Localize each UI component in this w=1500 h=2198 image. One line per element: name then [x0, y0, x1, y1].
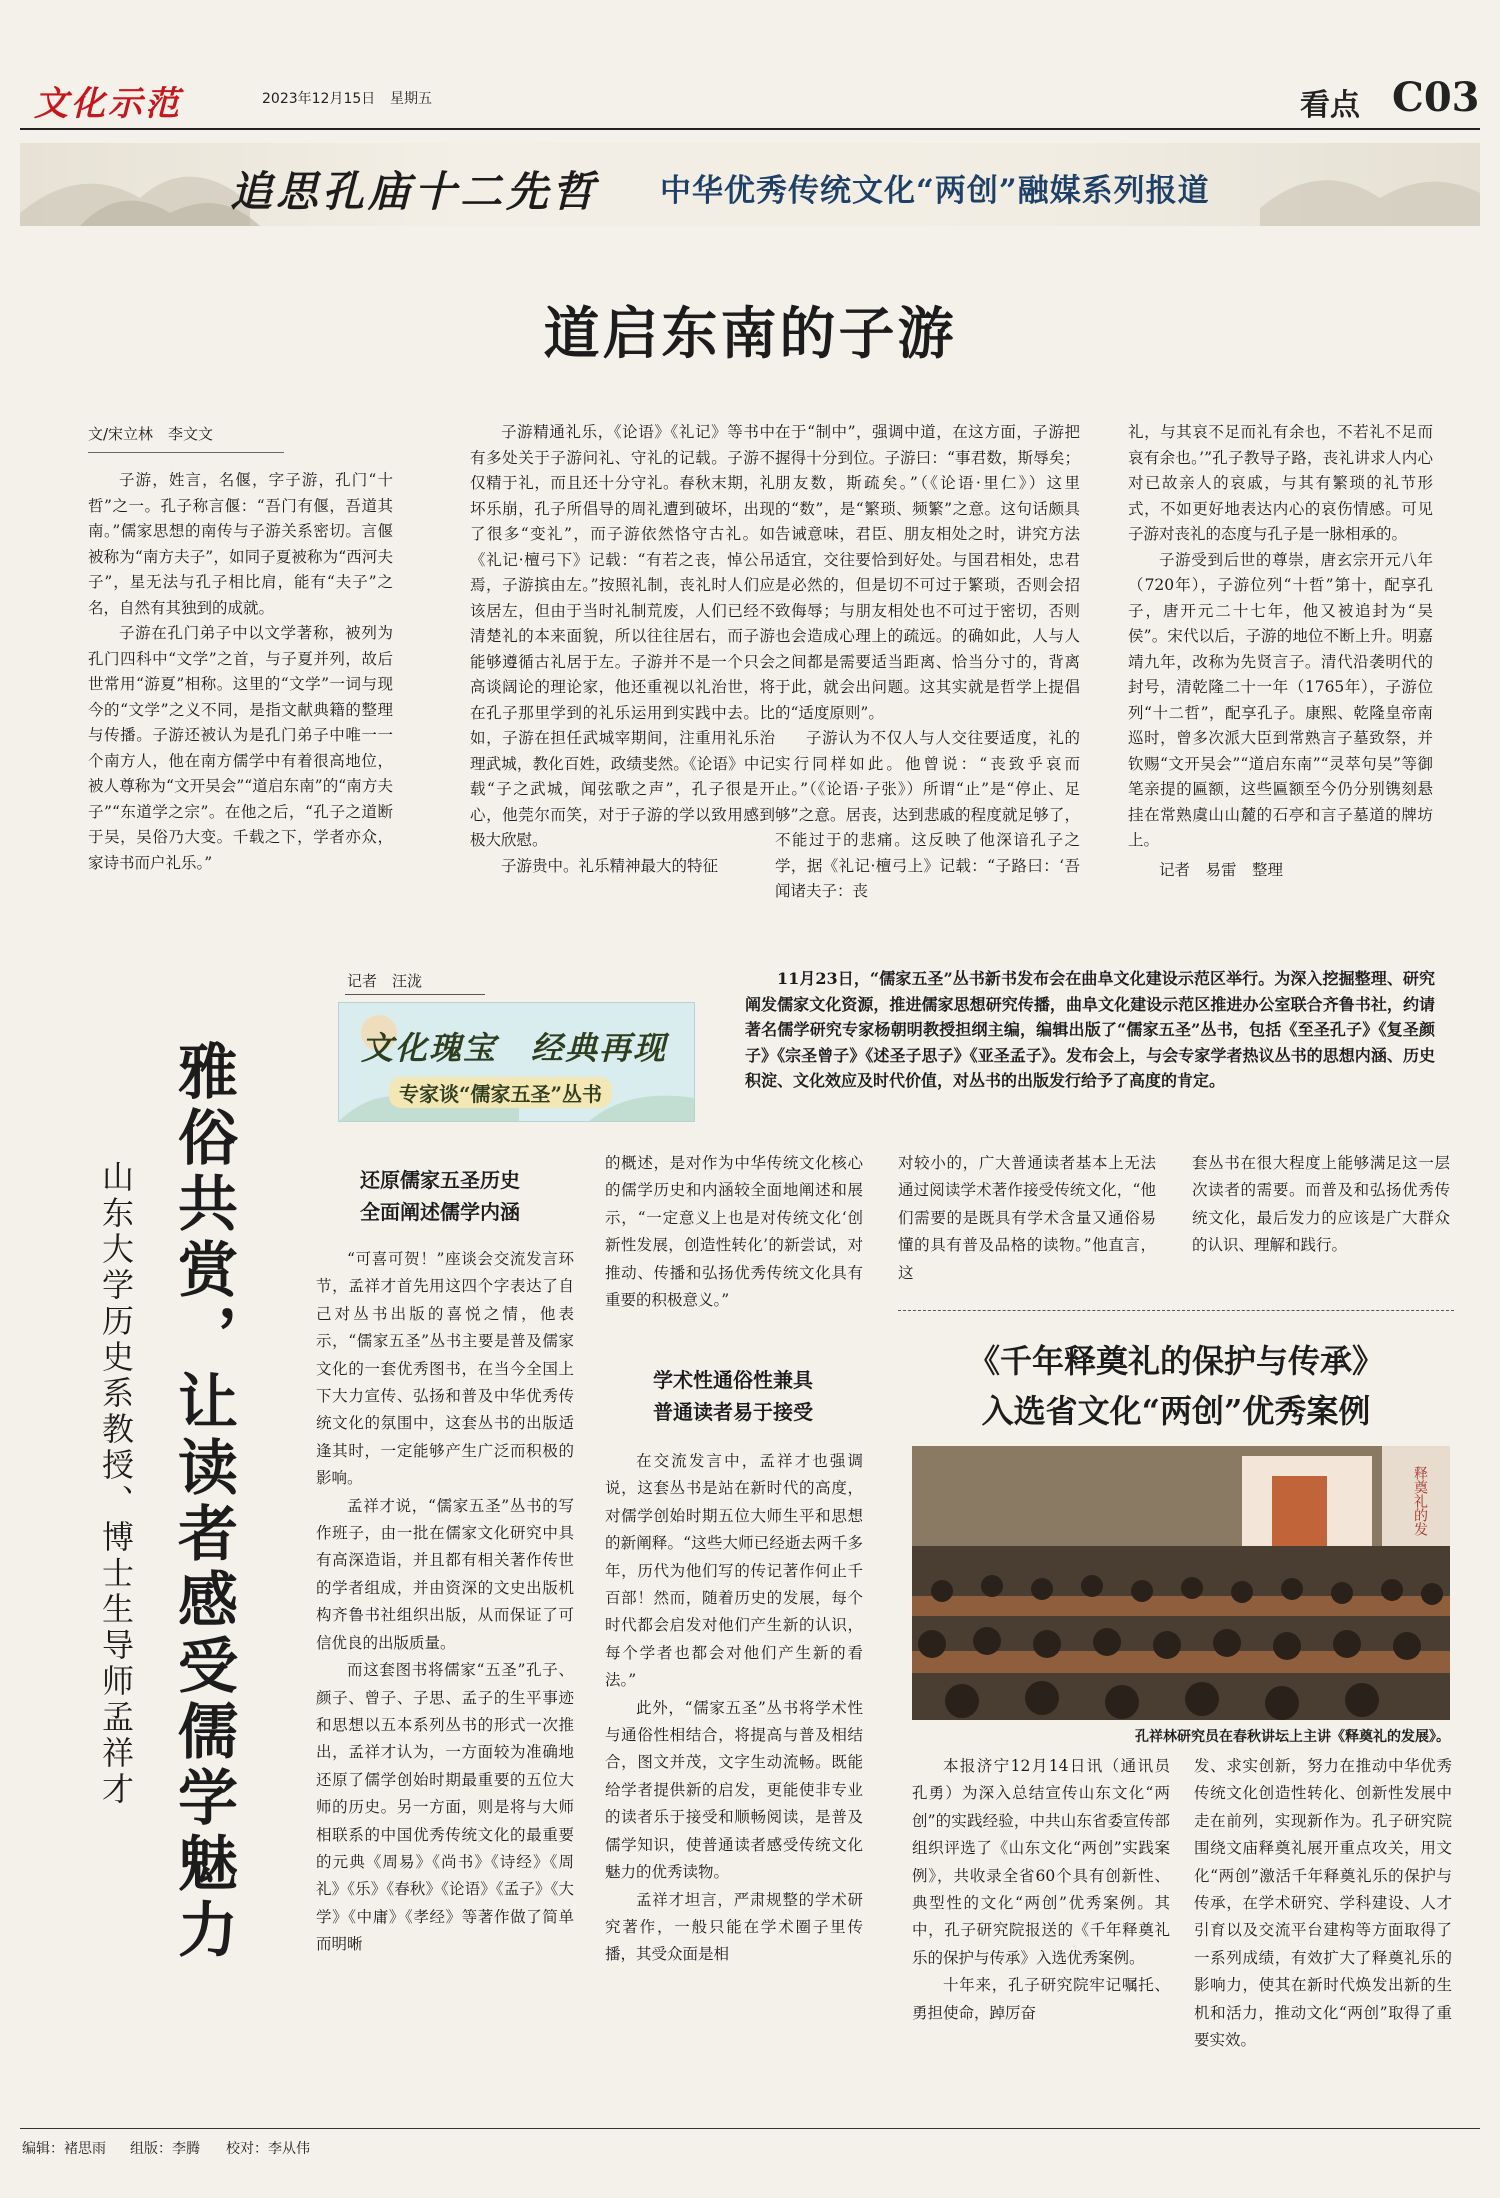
logo-title: 文化瑰宝 经典再现	[361, 1029, 668, 1067]
lecture-hall-image	[912, 1446, 1450, 1720]
article2-main-title: 雅俗共赏，让读者感受儒学魅力	[168, 1040, 238, 1964]
article2-subtitle: 山东大学历史系教授、博士生导师孟祥才	[97, 1160, 135, 1808]
article2-logo	[338, 1002, 695, 1122]
article1-byline: 文/宋立林 李文文	[88, 425, 214, 443]
screen-text: 释奠礼的发	[1412, 1466, 1428, 1536]
paragraph: 十年来，孔子研究院牢记嘱托、勇担使命，踔厉奋	[912, 1976, 1170, 2022]
section1-heading-line1: 还原儒家五圣历史	[360, 1168, 520, 1192]
editor-credit: 记者 易雷 整理	[1159, 860, 1284, 879]
reporter-underline	[345, 994, 485, 995]
article1-column-4	[1128, 420, 1433, 883]
logo-subtitle: 专家谈“儒家五圣”丛书	[389, 1077, 612, 1108]
paragraph: 对较小的，广大普通读者基本上无法通过阅读学术著作接受传统文化，“他们需要的是既具有学术含量又通俗易懂的具有普及品格的读物。”他直言，这	[898, 1154, 1156, 1282]
series-banner	[20, 143, 1480, 226]
paragraph: 而这套图书将儒家“五圣”孔子、颜子、曾子、子思、孟子的生平事迹和思想以五本系列丛书的形式一次推出，孟祥才认为，一方面较为准确地还原了儒学创始时期最重要的五位大师的历史。另一方面，则是将与大师相联系的中国优秀传统文化的最重要的元典《周易》《尚书》《诗经》《周礼》《乐》《春秋》《论语》《孟子》《大学》《中庸》《孝经》等著作做了简单而明晰	[316, 1661, 574, 1954]
article3-photo	[912, 1446, 1450, 1720]
article3-column-2	[1194, 1753, 1452, 2054]
article2-lead	[745, 966, 1435, 1094]
paragraph: 的概述，是对作为中华传统文化核心的儒学历史和内涵较全面地阐述和展示，“一定意义上也是对传统文化‘创新性发展，创造性转化’的新尝试，对推动、传播和弘扬优秀传统文化具有重要的积极意义。”	[605, 1154, 863, 1310]
byline-underline	[88, 452, 284, 453]
paragraph: 本报济宁12月14日讯（通讯员 孔勇）为深入总结宣传山东文化“两创”的实践经验，中共山东省委宣传部组织评选了《山东文化“两创”实践案例》，共收录全省60个具有创新性、典型性的文化“两创”优秀案例。其中，孔子研究院报送的《千年释奠礼乐的保护与传承》入选优秀案例。	[912, 1757, 1186, 1967]
paragraph: 子游受到后世的尊崇，唐玄宗开元八年（720年），子游位列“十哲”第十，配享孔子，唐开元二十七年，他又被追封为“吴侯”。宋代以后，子游的地位不断上升。明嘉靖九年，改称为先贤言子。清代沿袭明代的封号，清乾隆二十一年（1765年），子游位列“十二哲”，配享孔子。康熙、乾隆皇帝南巡时，曾多次派大臣到常熟言子墓致祭，并钦赐“文开吴会”“道启东南”“灵萃句吴”等御笔亲提的匾额，这些匾额至今仍分别镌刻悬挂在常熟虞山山麓的石亭和言子墓道的牌坊上。	[1128, 550, 1433, 849]
section-name: 看点	[1300, 88, 1360, 123]
footer-layout: 组版：李腾	[130, 2141, 200, 2157]
section-divider	[898, 1310, 1454, 1311]
paragraph: 子游认为不仅人与人交往要适度，礼的实行同样如此。他曾说：“丧致乎哀而止。”（《论语·子张》）所谓“止”是“停止、足够”之意。居丧，达到悲戚的程度就足够了，不能过于的悲痛。这反映了他深谙孔子之学，据《礼记·檀弓上》记载：“子路曰：‘吾闻诸夫子：丧	[775, 729, 1080, 900]
masthead	[0, 0, 1500, 140]
footer-editor: 编辑：褚思雨	[22, 2141, 106, 2157]
paragraph: 子游精通礼乐，《论语》《礼记》等书中有多处关于子游问礼、守礼的记载。子游不仅精于礼，而且还十分守礼。春秋末期，礼坏乐崩，孔子所倡导的周礼遭到破坏，出现了很多“变礼”，而子游依然恪守古礼。如《礼记·檀弓下》记载：“有若之丧，悼公吊焉，子游摈由左。”按照礼制，丧礼时人们应该居左，但由于当时礼制荒废，人们已经不清楚礼的本来面貌，所以往往居右，而子游能够遵循古礼居于左。子游并不是一个只会高谈阔论的理论家，他还重视以礼治世，将在孔子那里学到的礼乐运用到实践中去。比如，子游在担任武城宰期间，注重用礼乐治理武城，教化百姓，政绩斐然。《论语》中记载“子之武城，闻弦歌之声”，孔子很是开心，他莞尔而笑，对于子游的学以致用感到极大欣慰。	[470, 423, 775, 849]
banner-series-title: 中华优秀传统文化“两创”融媒系列报道	[660, 173, 1210, 209]
paragraph: 此外，“儒家五圣”丛书将学术性与通俗性相结合，将提高与普及相结合，图文并茂，文字生动流畅。既能给学者提供新的启发，更能使非专业的读者乐于接受和顺畅阅读，是普及儒学知识，使普通读者感受传统文化魅力的优秀读物。	[605, 1698, 863, 1882]
article2-reporter: 记者 汪泷	[347, 972, 423, 990]
footer-proof: 校对：李从伟	[226, 2141, 310, 2157]
paragraph: “可喜可贺！”座谈会交流发言环节，孟祥才首先用这四个字表达了自己对丛书出版的喜悦之情，他表示，“儒家五圣”丛书主要是普及儒家文化的一套优秀图书，在当今全国上下大力宣传、弘扬和普及中华优秀传统文化的氛围中，这套丛书的出版适逢其时，一定能够产生广泛而积极的影响。	[316, 1250, 574, 1488]
section1-heading-line2: 全面阐述儒学内涵	[360, 1200, 520, 1224]
issue-date: 2023年12月15日	[262, 91, 376, 107]
footer-rule	[20, 2128, 1480, 2129]
article3-title-line1: 《千年释奠礼的保护与传承》	[967, 1342, 1384, 1380]
paragraph: 子游贵中。礼乐精神最大的特征	[501, 856, 719, 875]
lead-paragraph: 11月23日，“儒家五圣”丛书新书发布会在曲阜文化建设示范区举行。为深入挖掘整理、研究阐发儒家文化资源，推进儒家思想研究传播，曲阜文化建设示范区推进办公室联合齐鲁书社，约请著名儒学研究专家杨朝明教授担纲主编，编辑出版了“儒家五圣”丛书，包括《至圣孔子》《复圣颜子》《宗圣曾子》《述圣子思子》《亚圣孟子》。发布会上，与会专家学者热议丛书的思想内涵、历史积淀、文化效应及时代价值，对丛书的出版发行给予了高度的肯定。	[745, 969, 1435, 1090]
page-code: C03	[1392, 74, 1480, 121]
paragraph: 套丛书在很大程度上能够满足这一层次读者的需要。而普及和弘扬优秀传统文化，最后发力的应该是广大群众的认识、理解和践行。	[1192, 1154, 1450, 1255]
paragraph: 在交流发言中，孟祥才也强调说，这套丛书是站在新时代的高度，对儒学创始时期五位大师生平和思想的新阐释。“这些大师已经逝去两千多年，历代为他们写的传记著作何止千百部！然而，随着历史的发展，每个时代都会启发对他们产生新的认识，每个学者也都会对他们产生新的看法。”	[605, 1452, 863, 1690]
article3-title-line2: 入选省文化“两创”优秀案例	[981, 1392, 1371, 1430]
section2-heading-line2: 普通读者易于接受	[653, 1400, 813, 1424]
paragraph: 子游，姓言，名偃，字子游，孔门“十哲”之一。孔子称言偃：“吾门有偃，吾道其南。”儒家思想的南传与子游关系密切。言偃被称为“南方夫子”，如同子夏被称为“西河夫子”，星无法与孔子相比肩，能有“夫子”之名，自然有其独到的成就。	[88, 471, 393, 617]
paragraph: 在于“制中”，强调中道，在这方面，子游把握得十分到位。子游曰：“事君数，斯辱矣；朋友数，斯疏矣。”（《论语·里仁》）这里的“数”，是“繁琐、频繁”之意。这句话颇具告诫意味，君臣、朋友相处之时，讲究方法适宜，交往要恰到好处。与国君相处，忠君是必然的，但是切不可过于繁琐，否则会招致侮辱；与朋友相处也不可过于密切，否则也会造成心理上的疏远。的确如此，人与人之间都是需要适当距离、恰当分寸的，背离于此，就会出问题。这其实就是哲学上提倡的“适度原则”。	[775, 423, 1080, 722]
article2-column-3	[898, 1150, 1156, 1287]
photo-caption: 孔祥林研究员在春秋讲坛上主讲《释奠礼的发展》。	[1135, 1729, 1450, 1745]
article1-column-2	[470, 420, 775, 879]
paragraph: 发、求实创新，努力在推动中华优秀传统文化创造性转化、创新性发展中走在前列，实现新作为。孔子研究院围绕文庙释奠礼展开重点攻关，用文化“两创”激活千年释奠礼乐的保护与传承，在学术研究、学科建设、人才引育以及交流平台建构等方面取得了一系列成绩，有效扩大了释奠礼乐的影响力，使其在新时代焕发出新的生机和活力，推动文化“两创”取得了重要实效。	[1194, 1757, 1452, 2050]
section2-heading-line1: 学术性通俗性兼具	[653, 1368, 813, 1392]
article2-column-4	[1192, 1150, 1450, 1260]
article2-column-2-top	[605, 1150, 863, 1314]
paragraph: 孟祥才说，“儒家五圣”丛书的写作班子，由一批在儒家文化研究中具有高深造诣，并且都有相关著作传世的学者组成，并由资深的文史出版机构齐鲁书社组织出版，从而保证了可信优良的出版质量。	[316, 1496, 574, 1652]
masthead-rule	[20, 128, 1480, 130]
paragraph: 礼，与其哀不足而礼有余也，不若礼不足而哀有余也。’”孔子教导子路，丧礼讲求人内心对已故亲人的哀戚，与其有繁琐的礼节形式，不如更好地表达内心的哀伤情感。可见子游对丧礼的态度与孔子是一脉相承的。	[1128, 423, 1433, 543]
paragraph: 子游在孔门弟子中以文学著称，被列为孔门四科中“文学”之首，与子夏并列，故后世常用“游夏”相称。这里的“文学”一词与现今的“文学”之义不同，是指文献典籍的整理与传播。子游还被认为是孔门弟子中唯一一个南方人，他在南方儒学中有着很高地位，被人尊称为“文开吴会”“道启东南”的“南方夫子”“东道学之宗”。在他之后，“孔子之道断于吴，吴俗乃大变。千载之下，学者亦众，家诗书而户礼乐。”	[88, 624, 393, 872]
article3-column-1	[912, 1753, 1186, 2027]
article1-title: 道启东南的子游	[543, 301, 957, 367]
article1-column-1	[88, 468, 393, 876]
issue-weekday: 星期五	[390, 91, 432, 107]
paper-name: 文化示范	[34, 84, 182, 124]
article2-column-2	[605, 1448, 863, 1969]
article2-column-1	[316, 1246, 574, 1959]
paragraph: 孟祥才坦言，严肃规整的学术研究著作，一般只能在学术圈子里传播，其受众面是相	[605, 1890, 863, 1964]
banner-calligraphy: 追思孔庙十二先哲	[230, 167, 599, 216]
article1-column-3	[775, 420, 1080, 905]
